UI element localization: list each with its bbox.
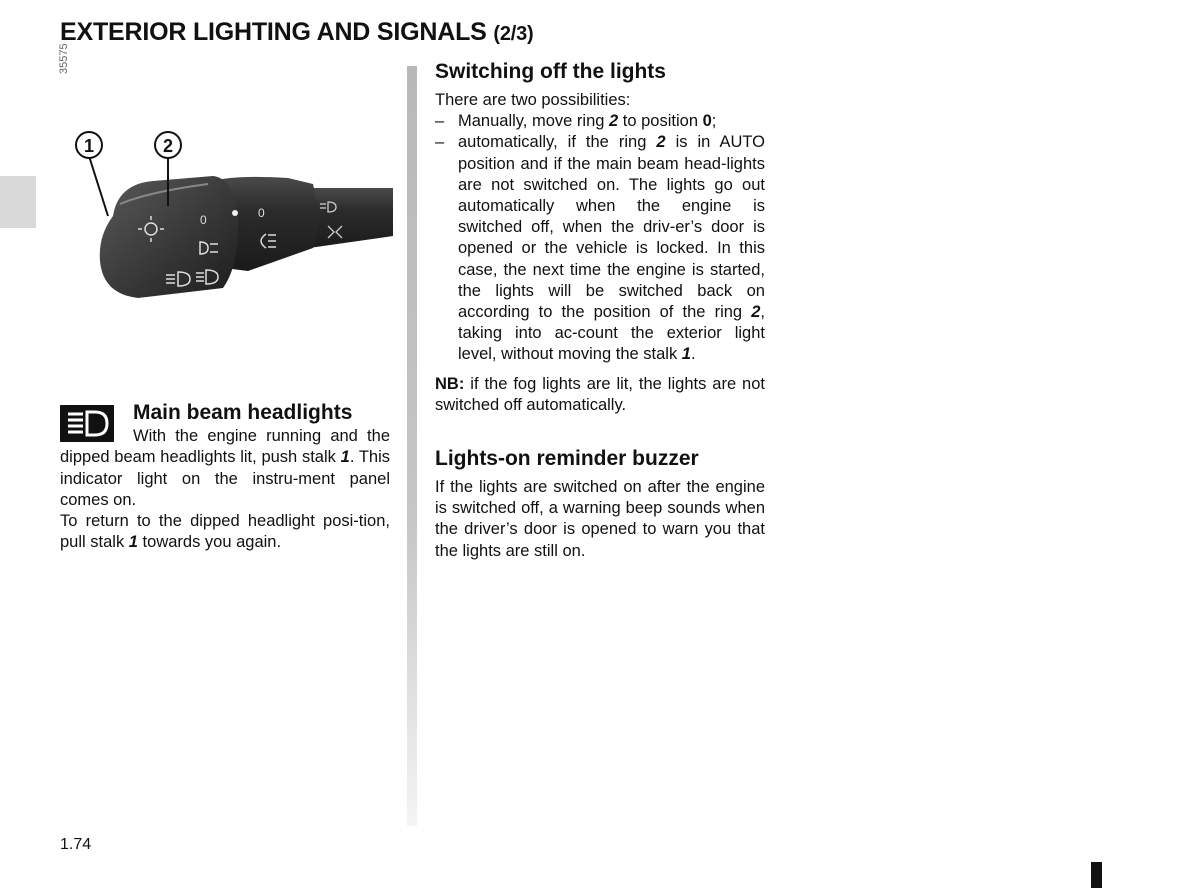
page-title-text: EXTERIOR LIGHTING AND SIGNALS [60, 18, 487, 46]
column-divider [407, 66, 417, 826]
reminder-heading: Lights-on reminder buzzer [435, 447, 699, 471]
item2-c: , taking into ac-count the exterior light level, without moving the stalk [458, 303, 765, 364]
item2-a: automatically, if the ring [458, 133, 657, 152]
switching-off-list [435, 111, 765, 365]
main-beam-p1-a: With the engine running and the dipped beam headlights lit, push stalk [60, 427, 390, 467]
light-stalk-figure [58, 66, 398, 356]
nb-text: if the fog lights are lit, the lights are not switched off automatically. [435, 374, 765, 414]
item1-b: to position [618, 112, 703, 131]
item2-ref3: 1 [681, 345, 691, 364]
main-beam-paragraph-1 [60, 426, 390, 511]
main-beam-p1-ref: 1 [340, 448, 350, 467]
main-beam-p2-b: towards you again. [137, 533, 282, 552]
item2-ref: 2 [656, 133, 666, 152]
callout-1 [76, 132, 102, 158]
list-item: – Manually, move ring 2 to position 0; [435, 112, 717, 131]
main-beam-paragraph-2 [60, 511, 390, 554]
callout-2 [155, 132, 181, 158]
callout-1-number: 1 [83, 136, 95, 156]
page-number: 1.74 [60, 836, 92, 853]
figure-code: 35575 [58, 43, 70, 74]
section-tab [0, 176, 36, 228]
list-item: – automatically, if the ring 2 is in AUTO position and if the main beam head-lights are not switched on. The lights go out automatically when the engine is switched off, when the driv-er’s door is opened or the vehicle is locked. In this case, the next time the engine is started, the lights will be switched back on according to the position of the ring 2, taking into ac-count the exterior light level, without moving the stalk 1. [435, 133, 765, 364]
stalk-label-zero-2: 0 [258, 206, 265, 220]
page-title-part: (2/3) [493, 23, 534, 45]
stalk-label-zero-1: 0 [200, 213, 207, 227]
position-dot [232, 210, 238, 216]
callout-1-leader [89, 156, 108, 216]
main-beam-p2-ref: 1 [128, 533, 138, 552]
switching-off-heading: Switching off the lights [435, 60, 666, 83]
main-beam-p2-a: To return to the dipped headlight posi-tion, pull stalk [60, 512, 390, 552]
item1-c: ; [711, 112, 717, 131]
section-end-mark [1091, 862, 1102, 888]
main-beam-p1-b: . This indicator light on the instru-ment panel comes on. [60, 448, 390, 509]
switching-off-intro: There are two possibilities: [435, 91, 631, 109]
item2-b: is in AUTO position and if the main beam head-lights are not switched on. The lights go out automatically when the engine is switched off, when the driv-er’s door is opened or the vehicle is locked. In this case, the next time the engine is started, the lights will be switched back on according to the position of the ring [458, 133, 765, 322]
callout-2-number: 2 [162, 136, 174, 156]
reminder-text: If the lights are switched on after the engine is switched off, a warning beep sounds when the driver’s door is opened to warn you that the lights are still on. [435, 478, 765, 560]
page-title [60, 18, 534, 47]
main-beam-text [60, 426, 390, 554]
main-beam-heading: Main beam headlights [133, 401, 353, 424]
nb-label: NB: [435, 374, 465, 393]
item1-a: Manually, move ring [458, 112, 610, 131]
item1-pos: 0 [702, 112, 712, 131]
item1-ref: 2 [609, 112, 619, 131]
item2-d: . [690, 345, 696, 364]
nb-note [435, 374, 765, 416]
right-column [435, 60, 765, 562]
item2-ref2: 2 [751, 303, 761, 322]
